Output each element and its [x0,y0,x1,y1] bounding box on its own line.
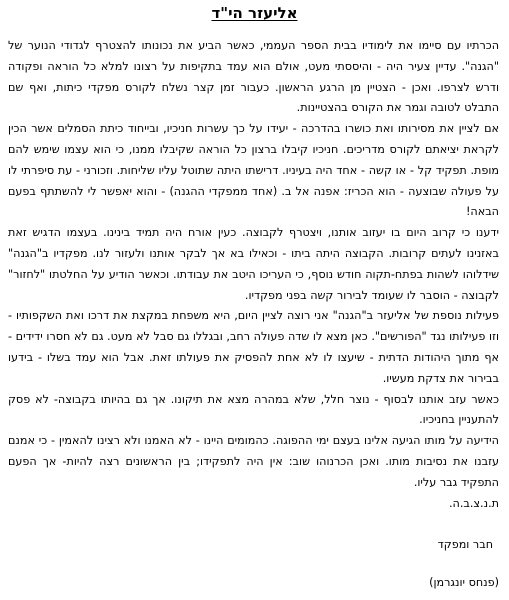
paragraph-6: הידיעה על מותו הגיעה אלינו בעצם ימי ההפוגה. כהמומים היינו - לא האמנו ולא רצינו להאמין - כי אמנם עזבנו את נסיבות מותו. ואכן הכרנוהו שוב: אין היה לתפקידו; בין הראשונים רצה להיות- אך הפעם התפקיד גבר עליו. [8,434,499,489]
document-body [8,36,499,514]
signature-name: (פנחס יונגרמן) [429,576,499,589]
paragraph-2: אם לציין את מסירותו ואת כושרו בהדרכה - יעידו על כך עשרות חניכיו, ובייחוד כיתת הסמלים אשר הכין לקראת יציאתם לקורס מדריכים. חניכיו קיבלו ברצון כל הוראה שקיבלו ממנו, כי הוא עצמו שימש להם מופת. תפקיד קל - או קשה - אחד היה בעיניו. דרישתו היתה שתוטל עליו שליחות. וזכורני - עת סיפרתי לו על פעולה שבוצעה - הוא הכריז: אפנה אל ב. (אחד ממפקדי ההגנה) - והוא יאפשר לי להשתתף בפעם הבאה! [8,122,499,219]
document-title [0,3,509,23]
paragraph-5: כאשר עזב אותנו לבסוף - נוצר חלל, שלא במהרה מצא את תיקונו. אך גם בהיותו בקבוצה- לא פסק להתעניין בחניכיו. [8,392,499,427]
paragraph-4: פעילות נוספת של אליעזר ב"הגנה" אני רוצה לציין היום, היא משפחת במקצת את דרכו ואת השקפותיו - וזו פעילותו נגד "הפורשים". כאן מצא לו שדה פעולה רחב, ובגללו גם סבל לא מעט. גם לא חסרו ידידים - אף מתוך היהודות הדתית - שיעצו לו לא אחת להפסיק את פעולתו זאת. אבל הוא עמד בשלו - בידעו בבירור את צדקת מעשיו. [8,309,499,385]
paragraph-3: ידענו כי קרוב היום בו יעזוב אותנו, ויצטרף לקבוצה. כעין אורח היה תמיד בינינו. בעצמו הדגיש זאת באזנינו לעתים קרובות. הקבוצה היתה ביתו - וכאילו בא אך לבקר אותנו ולעזור לנו. מפקדיו ב"הגנה" שידלוהו לשהות בפתח-תקוה חודש נוסף, כי העריכו היטב את עבודתו. וכאשר הודיע על החלטתו "לחזור" לקבוצה - הוסבר לו שעומד לבירור קשה בפני מפקדיו. [8,226,499,302]
paragraph-1: הכרתיו עם סיימו את לימודיו בבית הספר העממי, כאשר הביע את נכונותו להצטרף לגדודי הנוער של "הגנה". עדיין צעיר היה - והיססתי מעט, אולם הוא עמד בתקיפות על רצונו למלא כל הוראה ופקודה ודרש לצרפו. ואכן - הצטיין מן הרגע הראשון. כעבור זמן קצר נשלח לקורס מפקדי כיתות, ואף שם התבלט לטובה וגמר את הקורס בהצטיינות. [8,39,499,115]
signature-role: חבר ומפקד [437,538,493,551]
closing-abbreviation: ת.נ.צ.ב.ה. [448,496,499,510]
document-title-text: אליעזר הי"ד [211,4,298,22]
signature-block [359,536,499,592]
